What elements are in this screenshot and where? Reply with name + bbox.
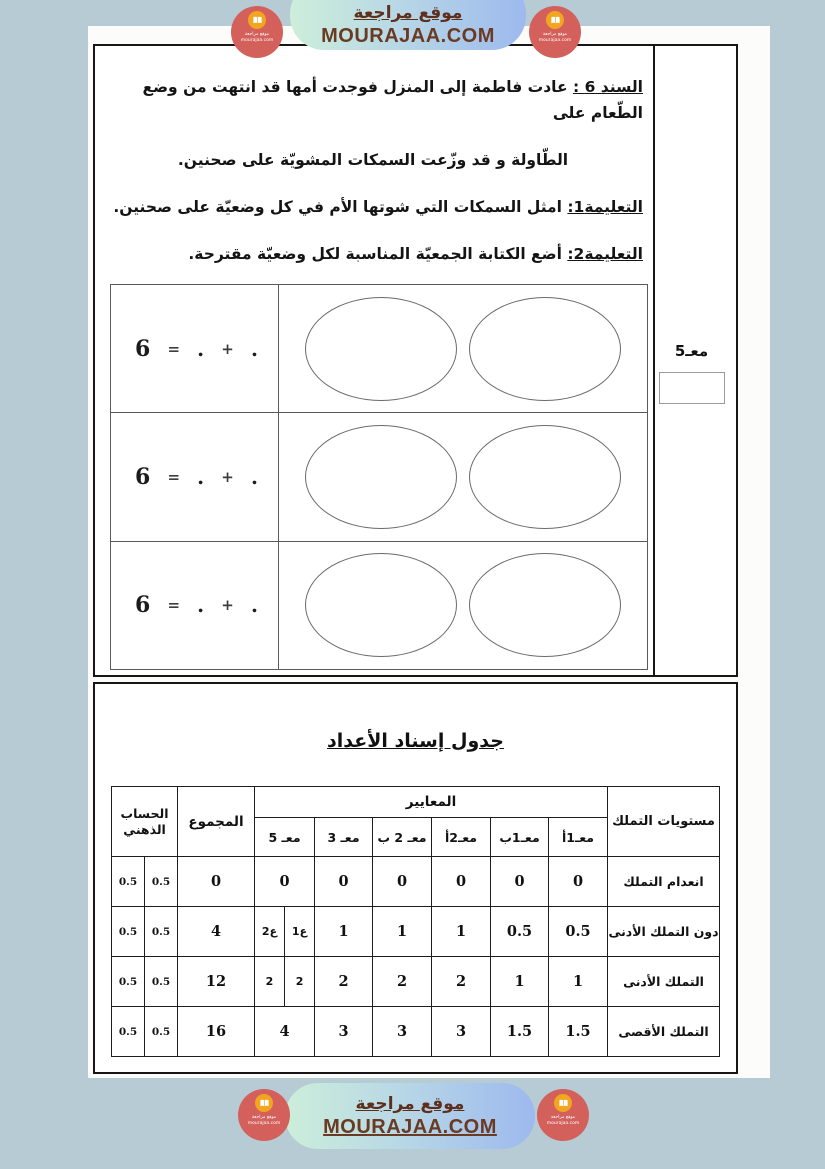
support-line-2: الطّاولة و قد وزّعت السمكات المشويّة على صحنين. [177, 151, 569, 169]
mental-math-cell: 0.5 [145, 857, 178, 907]
score-cell: 3 [373, 1007, 432, 1057]
header-criteria-group: المعايير [255, 787, 608, 818]
instruction-1 [103, 194, 643, 220]
score-cell: 0 [255, 857, 315, 907]
blank-dot: . [251, 593, 258, 618]
plate-oval [305, 553, 457, 657]
mental-math-cell: 0.5 [112, 907, 145, 957]
grading-section [93, 682, 738, 1074]
plates-area [279, 285, 647, 412]
exercise-text [95, 46, 653, 267]
score-cell: 2 [432, 957, 491, 1007]
plate-oval [305, 425, 457, 529]
plus-sign: + [221, 339, 234, 358]
score-subcell: ع2 [255, 907, 285, 957]
score-cell: 0 [491, 857, 549, 907]
footer-banner [285, 1083, 535, 1149]
level-label: دون التملك الأدنى [608, 907, 720, 957]
level-label: التملك الأقصى [608, 1007, 720, 1057]
plus-sign: + [221, 596, 234, 615]
answers-table [110, 284, 648, 670]
exercise-section [93, 44, 738, 677]
support-line-1 [103, 74, 643, 126]
answer-row-3 [111, 542, 647, 669]
header-criterion-2b: معـ 2 ب [373, 818, 432, 857]
criterion-label: معـ5 [674, 342, 709, 360]
logo-caption: موقع مراجعة mourajaa.com [247, 1115, 281, 1126]
book-icon [554, 1094, 572, 1112]
score-cell: 3 [432, 1007, 491, 1057]
logo-caption: موقع مراجعة mourajaa.com [240, 32, 274, 43]
logo-caption: موقع مراجعة mourajaa.com [538, 32, 572, 43]
score-cell: 1 [373, 907, 432, 957]
equation-1 [111, 285, 279, 412]
score-cell: 1 [315, 907, 373, 957]
instruction-2 [103, 241, 643, 267]
score-cell: 0.5 [549, 907, 608, 957]
score-cell: 0 [549, 857, 608, 907]
header-criterion-1b: معـ1ب [491, 818, 549, 857]
answer-row-2 [111, 413, 647, 541]
header-criterion-5: معـ 5 [255, 818, 315, 857]
score-cell: 1.5 [491, 1007, 549, 1057]
score-cell: 2 [373, 957, 432, 1007]
total-cell: 4 [178, 907, 255, 957]
book-icon [248, 11, 266, 29]
site-logo [529, 6, 581, 58]
score-cell: 3 [315, 1007, 373, 1057]
equals-sign: = [167, 339, 181, 358]
header-criterion-3: معـ 3 [315, 818, 373, 857]
score-subcell: 2 [255, 957, 285, 1007]
total-cell: 16 [178, 1007, 255, 1057]
plates-area [279, 542, 647, 669]
header-total: المجموع [178, 787, 255, 857]
instruction-2-text: أضع الكتابة الجمعيّة المناسبة لكل وضعيّة مقترحة. [188, 245, 562, 263]
blank-dot: . [251, 336, 258, 361]
blank-dot: . [197, 336, 205, 361]
score-cell: 0 [315, 857, 373, 907]
grading-title: جدول إسناد الأعداد [327, 730, 504, 752]
site-logo [537, 1089, 589, 1141]
mental-math-cell: 0.5 [112, 957, 145, 1007]
instruction-1-text: امثل السمكات التي شوتها الأم في كل وضعيّة على صحنين. [113, 198, 562, 216]
grading-row-below-minimum [112, 907, 720, 957]
book-icon [255, 1094, 273, 1112]
equals-sign: = [167, 596, 181, 615]
site-domain: MOURAJAA.COM [323, 1116, 497, 1138]
blank-dot: . [197, 593, 205, 618]
site-name-arabic: موقع مراجعة [353, 3, 463, 23]
answer-row-1 [111, 285, 647, 413]
total-cell: 12 [178, 957, 255, 1007]
plate-oval [469, 297, 621, 401]
score-cell: 1.5 [549, 1007, 608, 1057]
plate-oval [469, 553, 621, 657]
equation-3 [111, 542, 279, 669]
header-criterion-2a: معـ2أ [432, 818, 491, 857]
score-subcell: ع1 [285, 907, 315, 957]
score-subcell: 2 [285, 957, 315, 1007]
score-cell: 4 [255, 1007, 315, 1057]
header-levels: مستويات التملك [608, 787, 720, 857]
equation-2 [111, 413, 279, 540]
instruction-1-label: التعليمة1: [567, 198, 643, 216]
site-name-arabic: موقع مراجعة [355, 1094, 465, 1114]
score-cell: 1 [432, 907, 491, 957]
exercise-content [95, 46, 653, 675]
mental-math-cell: 0.5 [112, 857, 145, 907]
equals-sign: = [167, 467, 181, 486]
plates-area [279, 413, 647, 540]
plate-oval [469, 425, 621, 529]
site-domain: MOURAJAA.COM [321, 25, 495, 47]
grading-row-maximum [112, 1007, 720, 1057]
blank-dot: . [197, 464, 205, 489]
score-cell: 1 [549, 957, 608, 1007]
grading-table [111, 786, 720, 1057]
header-mental-math: الحساب الذهني [112, 787, 178, 857]
mental-math-cell: 0.5 [145, 957, 178, 1007]
instruction-2-label: التعليمة2: [567, 245, 643, 263]
site-logo [238, 1089, 290, 1141]
header-criterion-1a: معـ1أ [549, 818, 608, 857]
grading-row-no-mastery [112, 857, 720, 907]
logo-caption: موقع مراجعة mourajaa.com [546, 1115, 580, 1126]
score-cell: 0.5 [491, 907, 549, 957]
score-cell: 2 [315, 957, 373, 1007]
mental-math-cell: 0.5 [112, 1007, 145, 1057]
total-cell: 0 [178, 857, 255, 907]
score-cell: 1 [491, 957, 549, 1007]
plate-oval [305, 297, 457, 401]
site-logo [231, 6, 283, 58]
equation-result: 6 [135, 335, 151, 362]
score-cell: 0 [373, 857, 432, 907]
mental-math-cell: 0.5 [145, 907, 178, 957]
score-box [659, 372, 725, 404]
grading-row-minimum [112, 957, 720, 1007]
equation-result: 6 [135, 592, 151, 619]
criterion-margin-column [653, 46, 736, 675]
level-label: التملك الأدنى [608, 957, 720, 1007]
mental-math-cell: 0.5 [145, 1007, 178, 1057]
plus-sign: + [221, 467, 234, 486]
score-cell: 0 [432, 857, 491, 907]
header-banner [290, 0, 526, 50]
blank-dot: . [251, 464, 258, 489]
support-label: السند 6 : [573, 78, 643, 96]
support-text: عادت فاطمة إلى المنزل فوجدت أمها قد انتهت من وضع الطّعام على [142, 78, 643, 122]
book-icon [546, 11, 564, 29]
level-label: انعدام التملك [608, 857, 720, 907]
equation-result: 6 [135, 463, 151, 490]
